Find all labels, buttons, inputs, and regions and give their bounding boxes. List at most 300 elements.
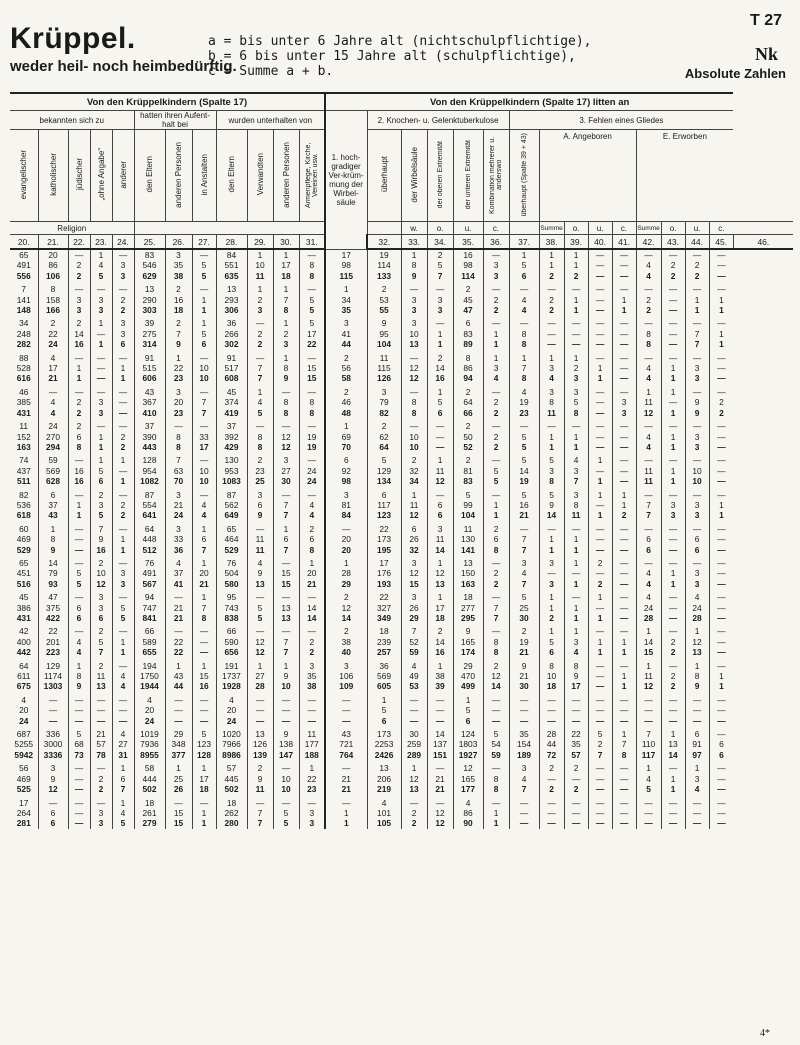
table-cell: 28 — [685, 613, 709, 623]
table-cell: 9 — [68, 681, 90, 691]
table-cell: 39 — [427, 681, 453, 691]
table-cell: — — [299, 353, 325, 363]
table-cell: 30 — [509, 613, 539, 623]
table-cell: — — [509, 818, 539, 828]
page-header — [0, 0, 800, 82]
table-cell: 1 — [427, 329, 453, 339]
table-cell: — — [325, 763, 367, 773]
table-cell: 8 — [401, 408, 427, 418]
group-header-left: Von den Krüppelkindern (Spalte 17) — [10, 93, 325, 111]
table-cell: 24 — [216, 716, 247, 726]
table-cell: 3 — [401, 318, 427, 328]
table-cell: 56 — [325, 363, 367, 373]
legend-line: c = Summe a + b. — [208, 64, 334, 79]
table-cell: — — [612, 432, 636, 442]
table-cell: — — [564, 818, 588, 828]
table-cell: 5255 — [14, 739, 34, 750]
table-cell: 82 — [367, 408, 401, 418]
table-cell: 764 — [325, 750, 367, 760]
table-cell: 9 — [401, 271, 427, 281]
table-cell: 23 — [247, 466, 273, 476]
table-cell: 11 — [247, 784, 273, 794]
table-cell: 1 — [539, 353, 564, 363]
table-cell: 5 — [247, 408, 273, 418]
table-cell: — — [564, 716, 588, 726]
statistics-table — [10, 92, 793, 829]
table-cell: 141 — [453, 545, 483, 555]
table-cell: — — [427, 421, 453, 431]
table-cell: 1 — [325, 284, 367, 294]
col-number: 41. — [612, 235, 636, 250]
table-cell: 2 — [483, 397, 509, 407]
table-cell: 3 — [427, 524, 453, 534]
table-cell: 293 — [216, 295, 247, 305]
table-cell: 4 — [247, 397, 273, 407]
table-cell: 8 — [165, 432, 192, 442]
table-cell: 546 — [134, 260, 165, 270]
table-cell: 3 — [661, 510, 685, 520]
subheader-erworben: E. Erworben — [636, 130, 733, 222]
table-cell: 377 — [165, 750, 192, 760]
table-cell: — — [192, 387, 216, 397]
table-cell: 10 — [192, 476, 216, 486]
table-cell: — — [273, 695, 299, 705]
table-cell: 2 — [401, 455, 427, 465]
table-cell: 327 — [367, 603, 401, 613]
col-letter: u. — [453, 222, 483, 235]
table-row — [10, 284, 793, 294]
col-letter: u. — [588, 222, 612, 235]
table-cell: — — [539, 284, 564, 294]
table-cell: 1 — [709, 329, 733, 339]
table-cell: 8 — [38, 534, 68, 544]
table-row — [10, 271, 793, 281]
group-header-right: Von den Krüppelkindern (Spalte 17) litten an — [325, 93, 733, 111]
table-cell: 11 — [299, 729, 325, 739]
table-cell: 126 — [367, 373, 401, 383]
table-cell: 1 — [367, 695, 401, 705]
table-cell: 17 — [564, 681, 588, 691]
table-cell: 2 — [325, 353, 367, 363]
table-cell: — — [112, 626, 134, 636]
table-cell: 64 — [134, 524, 165, 534]
table-cell: — — [636, 716, 661, 726]
table-cell: — — [68, 808, 90, 818]
col-number: 32. — [367, 235, 401, 250]
table-cell: 12 — [401, 373, 427, 383]
table-cell: — — [165, 798, 192, 808]
table-cell: 262 — [216, 808, 247, 818]
table-cell: 1 — [709, 671, 733, 681]
table-cell: — — [68, 798, 90, 808]
table-cell: 29 — [165, 729, 192, 739]
table-cell: — — [612, 249, 636, 260]
table-cell: 2 — [453, 387, 483, 397]
table-cell: 1 — [564, 579, 588, 589]
table-cell: 13 — [401, 339, 427, 349]
table-cell: 6 — [427, 510, 453, 520]
table-cell: — — [483, 695, 509, 705]
table-cell: 7 — [247, 818, 273, 828]
table-cell: 3 — [612, 408, 636, 418]
table-row — [10, 705, 793, 715]
table-cell: — — [325, 524, 367, 534]
table-cell: 5 — [588, 729, 612, 739]
table-cell: 1020 — [216, 729, 247, 739]
table-cell: 11 — [453, 524, 483, 534]
table-cell: 1 — [273, 249, 299, 260]
table-cell: 12 — [90, 579, 112, 589]
table-cell: 46 — [325, 397, 367, 407]
table-cell: — — [68, 626, 90, 636]
table-cell: 22 — [165, 647, 192, 657]
col-header: den Eltern — [216, 130, 247, 222]
table-cell: 606 — [134, 373, 165, 383]
table-cell: — — [661, 534, 685, 544]
table-cell: 4 — [165, 558, 192, 568]
table-cell: — — [539, 329, 564, 339]
table-cell: 953 — [216, 466, 247, 476]
table-cell: — — [247, 716, 273, 726]
table-cell: 6 — [68, 613, 90, 623]
col-header: überhaupt — [367, 130, 401, 222]
table-cell: 147 — [273, 750, 299, 760]
table-cell: — — [709, 798, 733, 808]
table-cell: 16 — [68, 476, 90, 486]
table-cell: 4 — [299, 500, 325, 510]
table-cell: 281 — [16, 818, 31, 829]
table-cell: — — [68, 545, 90, 555]
table-cell: 134 — [367, 476, 401, 486]
table-cell: — — [612, 705, 636, 715]
table-cell: 3 — [509, 558, 539, 568]
table-cell: 33 — [192, 432, 216, 442]
table-cell: 194 — [134, 661, 165, 671]
table-row — [10, 295, 793, 305]
table-cell: 28 — [539, 729, 564, 739]
table-cell: 12 — [38, 784, 68, 794]
table-cell: 1 — [539, 603, 564, 613]
table-cell: 15 — [299, 363, 325, 373]
table-cell: 6 — [427, 408, 453, 418]
table-cell: 7 — [90, 647, 112, 657]
table-cell: 3 — [685, 432, 709, 442]
table-row — [10, 613, 793, 623]
table-cell: 43 — [165, 671, 192, 681]
table-cell: — — [483, 455, 509, 465]
table-cell: 6 — [636, 534, 661, 544]
table-cell: — — [427, 442, 453, 452]
table-cell: — — [709, 271, 733, 281]
table-cell: 21 — [192, 579, 216, 589]
table-cell: 2 — [112, 500, 134, 510]
table-cell: 35 — [564, 739, 588, 749]
table-cell: 35 — [325, 305, 367, 315]
table-cell: 1 — [612, 681, 636, 691]
table-cell: — — [709, 716, 733, 726]
table-cell: — — [588, 271, 612, 281]
table-cell: — — [509, 284, 539, 294]
table-cell: 25 — [165, 774, 192, 784]
table-cell: 3 — [685, 510, 709, 520]
col-header: Summe — [636, 222, 661, 235]
table-cell: 36 — [216, 318, 247, 328]
table-cell: 6 — [192, 534, 216, 544]
table-cell: 5 — [273, 808, 299, 818]
table-cell: 2 — [661, 671, 685, 681]
table-cell: 431 — [16, 407, 31, 418]
table-cell: 2 — [68, 421, 90, 431]
table-row — [10, 373, 793, 383]
table-cell: 13 — [401, 784, 427, 794]
table-cell: 1 — [564, 613, 588, 623]
table-cell: 1 — [483, 329, 509, 339]
table-cell: 1 — [112, 798, 134, 808]
table-cell: 13 — [273, 613, 299, 623]
table-cell: 1 — [427, 339, 453, 349]
table-cell: — — [612, 421, 636, 431]
table-cell: 8 — [299, 271, 325, 281]
table-cell: 3 — [509, 763, 539, 773]
table-cell: — — [427, 716, 453, 726]
table-cell: 1 — [588, 613, 612, 623]
table-cell: 16 — [427, 647, 453, 657]
table-cell: 5 — [483, 729, 509, 739]
table-cell: 8 — [401, 397, 427, 407]
table-cell: 106 — [325, 671, 367, 681]
col-header: Armenpflege, Kirche, Vereinen usw. — [299, 130, 325, 222]
table-row — [10, 329, 793, 339]
table-cell: 6 — [401, 524, 427, 534]
table-cell: — — [709, 613, 733, 623]
table-cell: — — [539, 421, 564, 431]
table-cell: — — [564, 329, 588, 339]
table-cell: — — [612, 716, 636, 726]
table-cell: 3 — [564, 387, 588, 397]
table-cell: 37 — [38, 500, 68, 510]
table-cell: 26 — [401, 603, 427, 613]
table-cell: 4 — [636, 442, 661, 452]
table-cell: — — [612, 579, 636, 589]
table-cell: — — [564, 284, 588, 294]
table-cell: — — [564, 808, 588, 818]
table-cell: 259 — [401, 739, 427, 749]
table-cell: — — [661, 545, 685, 555]
table-cell: 1 — [588, 647, 612, 657]
table-cell: 57 — [90, 739, 112, 749]
table-cell: 1 — [68, 500, 90, 510]
table-cell: — — [709, 626, 733, 636]
table-cell: — — [38, 716, 68, 726]
table-cell: 2 — [401, 808, 427, 818]
table-cell: — — [539, 695, 564, 705]
table-cell: 1 — [564, 295, 588, 305]
table-cell: — — [68, 695, 90, 705]
table-cell: 8 — [273, 363, 299, 373]
table-cell: — — [90, 387, 112, 397]
table-cell: 10 — [685, 476, 709, 486]
table-cell: 261 — [134, 808, 165, 818]
table-cell: — — [661, 305, 685, 315]
table-cell: 1 — [427, 387, 453, 397]
table-cell: 1 — [192, 818, 216, 828]
table-cell: — — [685, 818, 709, 828]
table-cell: 4 — [112, 671, 134, 681]
col-header: überhaupt (Spalte 39 + 43) — [509, 130, 539, 222]
table-cell: 151 — [427, 750, 453, 760]
table-cell: 173 — [367, 534, 401, 544]
table-cell: — — [38, 387, 68, 397]
table-cell: 499 — [453, 681, 483, 691]
table-cell: — — [427, 284, 453, 294]
table-cell: 137 — [427, 739, 453, 749]
table-cell: 15 — [299, 373, 325, 383]
table-cell: 166 — [38, 305, 68, 315]
table-cell: — — [192, 637, 216, 647]
col-number: 20. — [10, 235, 38, 250]
table-cell: 4 — [112, 808, 134, 818]
table-cell: 12 — [247, 637, 273, 647]
table-cell: — — [68, 592, 90, 602]
table-cell: 188 — [299, 750, 325, 760]
table-cell: 1 — [192, 763, 216, 773]
table-cell: — — [588, 249, 612, 260]
table-cell: 1 — [273, 284, 299, 294]
table-cell: — — [612, 568, 636, 578]
table-cell: 8 — [539, 476, 564, 486]
table-cell: 117 — [367, 500, 401, 510]
table-cell: 419 — [216, 408, 247, 418]
table-cell: 1 — [90, 455, 112, 465]
table-cell: 4 — [483, 373, 509, 383]
table-cell: 7 — [685, 329, 709, 339]
table-cell: 1 — [483, 818, 509, 828]
table-cell: — — [427, 432, 453, 442]
table-cell: 1 — [112, 647, 134, 657]
table-cell: 536 — [16, 499, 31, 510]
col-header: Kombination mehrerer u. anderswo — [483, 130, 509, 222]
table-cell: 26 — [165, 784, 192, 794]
table-cell: 3 — [165, 490, 192, 500]
table-cell: — — [612, 592, 636, 602]
table-cell: 12 — [685, 637, 709, 647]
table-cell: 6 — [367, 716, 401, 726]
table-cell: — — [247, 695, 273, 705]
table-cell: 1 — [509, 353, 539, 363]
table-cell: 2 — [539, 784, 564, 794]
table-cell: 6 — [509, 271, 539, 281]
table-cell: 2 — [68, 397, 90, 407]
table-cell: 158 — [38, 295, 68, 305]
table-cell: 176 — [367, 568, 401, 578]
table-cell: 21 — [165, 603, 192, 613]
table-cell: 2 — [453, 421, 483, 431]
table-cell: 5 — [68, 579, 90, 589]
table-cell: 38 — [165, 271, 192, 281]
table-cell: 27 — [273, 466, 299, 476]
table-cell: 1019 — [134, 729, 165, 739]
table-cell: 29 — [325, 579, 367, 589]
table-cell: 8 — [685, 671, 709, 681]
table-cell: 163 — [16, 441, 31, 452]
table-row — [10, 808, 793, 818]
table-cell: 114 — [453, 271, 483, 281]
table-cell: 1 — [112, 373, 134, 383]
table-cell: 46 — [19, 386, 29, 397]
table-cell: 59 — [38, 455, 68, 465]
table-cell: 282 — [16, 339, 31, 350]
table-cell: 19 — [367, 249, 401, 260]
table-cell: 3 — [112, 579, 134, 589]
table-cell: 12 — [401, 774, 427, 784]
table-row — [10, 818, 793, 828]
table-cell: 367 — [134, 397, 165, 407]
table-cell: 517 — [216, 363, 247, 373]
table-cell: 13 — [367, 763, 401, 773]
table-cell: 123 — [367, 510, 401, 520]
table-cell: — — [90, 695, 112, 705]
table-cell: — — [709, 466, 733, 476]
table-cell: 9 — [247, 568, 273, 578]
table-cell: 448 — [134, 534, 165, 544]
table-cell: 8 — [483, 637, 509, 647]
table-cell: 7 — [247, 373, 273, 383]
table-cell: 5 — [247, 603, 273, 613]
table-cell: — — [112, 249, 134, 260]
table-cell: — — [661, 397, 685, 407]
table-subheading: Absolute Zahlen — [684, 66, 786, 81]
table-cell: — — [299, 705, 325, 715]
table-cell: 2 — [483, 442, 509, 452]
table-cell: 8 — [273, 408, 299, 418]
table-cell: — — [612, 442, 636, 452]
table-cell: 15 — [401, 579, 427, 589]
table-cell: 13 — [247, 579, 273, 589]
table-cell: 59 — [401, 647, 427, 657]
table-cell: — — [401, 695, 427, 705]
table-cell: 1 — [112, 763, 134, 773]
table-cell: 386 — [16, 602, 31, 613]
table-cell: 4 — [401, 661, 427, 671]
col-header: Verwandten — [247, 130, 273, 222]
table-cell: 98 — [453, 260, 483, 270]
table-cell: 257 — [367, 647, 401, 657]
table-cell: — — [299, 626, 325, 636]
table-cell: — — [588, 353, 612, 363]
table-cell: — — [192, 716, 216, 726]
table-cell: — — [685, 318, 709, 328]
table-cell: — — [483, 626, 509, 636]
table-cell: 13 — [273, 603, 299, 613]
table-cell: 130 — [216, 455, 247, 465]
table-cell: 3 — [661, 500, 685, 510]
table-cell: — — [685, 705, 709, 715]
table-row — [10, 716, 793, 726]
table-cell: — — [636, 318, 661, 328]
table-cell: 10 — [401, 432, 427, 442]
table-cell: — — [247, 626, 273, 636]
table-cell: — — [68, 249, 90, 260]
table-cell: 3 — [427, 305, 453, 315]
table-cell: — — [588, 524, 612, 534]
table-cell: — — [90, 329, 112, 339]
table-cell: 52 — [453, 442, 483, 452]
table-cell: 2 — [685, 271, 709, 281]
table-cell: 23 — [165, 408, 192, 418]
col-letter: c. — [483, 222, 509, 235]
table-cell: — — [612, 626, 636, 636]
table-cell: 21 — [38, 373, 68, 383]
